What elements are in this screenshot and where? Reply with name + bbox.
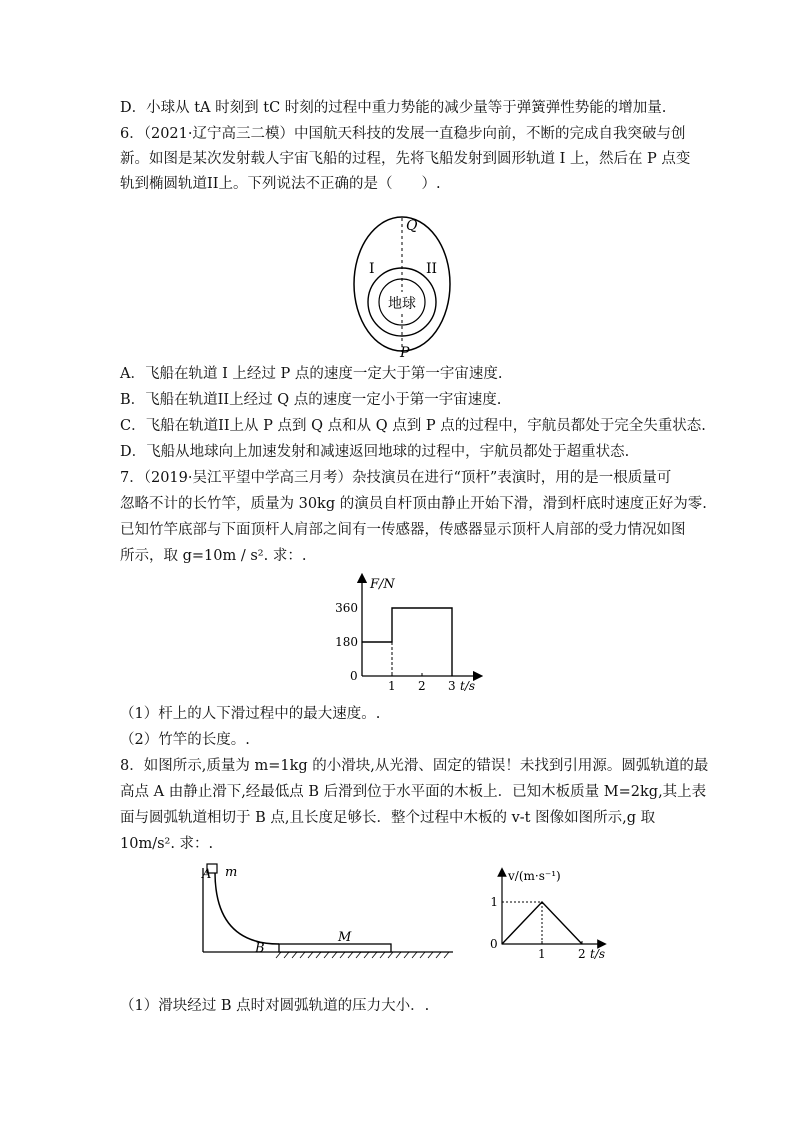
x-tick-label: 1: [538, 947, 546, 961]
q8-stem-line3: 面与圆弧轨道相切于 B 点,且长度足够长．整个过程中木板的 v-t 图像如图所示,g 取: [120, 810, 656, 826]
data-point: [541, 901, 542, 902]
q8-stem-line4: 10m/s². 求：.: [120, 836, 214, 852]
ground-hatching: [276, 952, 449, 958]
label-earth: 地球: [388, 296, 416, 312]
label-orbit-ii: II: [426, 261, 438, 277]
label-board-m: M: [338, 930, 352, 945]
q5-option-d: D．小球从 tA 时刻到 tC 时刻的过程中重力势能的减少量等于弹簧弹性势能的增加量.: [120, 100, 667, 116]
q7-sub1: （1）杆上的人下滑过程中的最大速度。.: [120, 706, 381, 722]
y-tick-label: 180: [335, 635, 358, 649]
x-tick-label: 2: [578, 947, 586, 961]
y-axis-label: F/N: [370, 577, 395, 592]
q6-option-b: B．飞船在轨道II上经过 Q 点的速度一定小于第一宇宙速度.: [120, 392, 502, 408]
q6-option-d: D．飞船从地球向上加速发射和减速返回地球的过程中，宇航员都处于超重状态.: [120, 444, 630, 460]
q6-stem-line1: 6．（2021·辽宁高三二模）中国航天科技的发展一直稳步向前，不断的完成自我突破与创: [120, 126, 686, 142]
data-point: [451, 607, 452, 608]
label-m: m: [225, 865, 238, 880]
x-tick-label: 3: [448, 679, 456, 692]
data-point: [451, 675, 452, 676]
q7-stem-line3: 已知竹竿底部与下面顶杆人肩部之间有一传感器，传感器显示顶杆人肩部的受力情况如图: [120, 522, 686, 538]
x-tick-label: 2: [418, 679, 426, 692]
label-a: A: [202, 867, 212, 882]
q6-option-c: C．飞船在轨道II上从 P 点到 Q 点和从 Q 点到 P 点的过程中，宇航员都处于完全失重状态.: [120, 418, 706, 434]
q7-stem-line2: 忽略不计的长竹竿，质量为 30kg 的演员自杆顶由静止开始下滑，滑到杆底时速度正好为零.: [120, 496, 707, 512]
data-point: [501, 943, 502, 944]
x-tick-label: 0: [350, 669, 358, 683]
arc-track: [215, 872, 279, 944]
x-tick-label: 0: [490, 937, 498, 951]
y-tick-label: 1: [490, 895, 498, 909]
q7-stem-line4: 所示，取 g=10m / s². 求：.: [120, 548, 307, 564]
track-figure: [195, 860, 460, 970]
q6-stem-line3: 轨到椭圆轨道II上。下列说法不正确的是（ ）.: [120, 176, 441, 192]
force-time-chart: [320, 572, 490, 692]
data-point: [581, 943, 582, 944]
data-point: [391, 607, 392, 608]
x-axis-label: t/s: [590, 947, 606, 961]
label-p: P: [400, 345, 410, 358]
q6-option-a: A．飞船在轨道 I 上经过 P 点的速度一定大于第一宇宙速度.: [120, 366, 503, 382]
series-line-F: [362, 608, 452, 676]
wooden-board: [279, 944, 391, 952]
orbit-figure: [340, 198, 470, 358]
x-tick-label: 1: [388, 679, 396, 692]
q7-stem-line1: 7．（2019·吴江平望中学高三月考）杂技演员在进行“顶杆”表演时，用的是一根质量可: [120, 470, 672, 486]
q8-sub1: （1）滑块经过 B 点时对圆弧轨道的压力大小．.: [120, 998, 430, 1014]
data-point: [361, 641, 362, 642]
q8-stem-line2: 高点 A 由静止滑下,经最低点 B 后滑到位于水平面的木板上．已知木板质量 M=2kg,其上表: [120, 784, 707, 800]
data-point: [391, 641, 392, 642]
velocity-time-chart: [478, 866, 618, 966]
q8-stem-line1: 8．如图所示,质量为 m=1kg 的小滑块,从光滑、固定的错误！未找到引用源。圆弧轨道的最: [120, 758, 709, 774]
y-axis-label: v/(m·s⁻¹): [508, 869, 561, 883]
label-q: Q: [406, 218, 418, 234]
q6-stem-line2: 新。如图是某次发射载人宇宙飞船的过程，先将飞船发射到圆形轨道 I 上，然后在 P 点变: [120, 151, 691, 167]
x-axis-label: t/s: [460, 679, 476, 692]
label-b: B: [255, 941, 265, 956]
label-orbit-i: I: [369, 261, 375, 277]
q7-sub2: （2）竹竿的长度。.: [120, 732, 250, 748]
y-tick-label: 360: [335, 601, 358, 615]
